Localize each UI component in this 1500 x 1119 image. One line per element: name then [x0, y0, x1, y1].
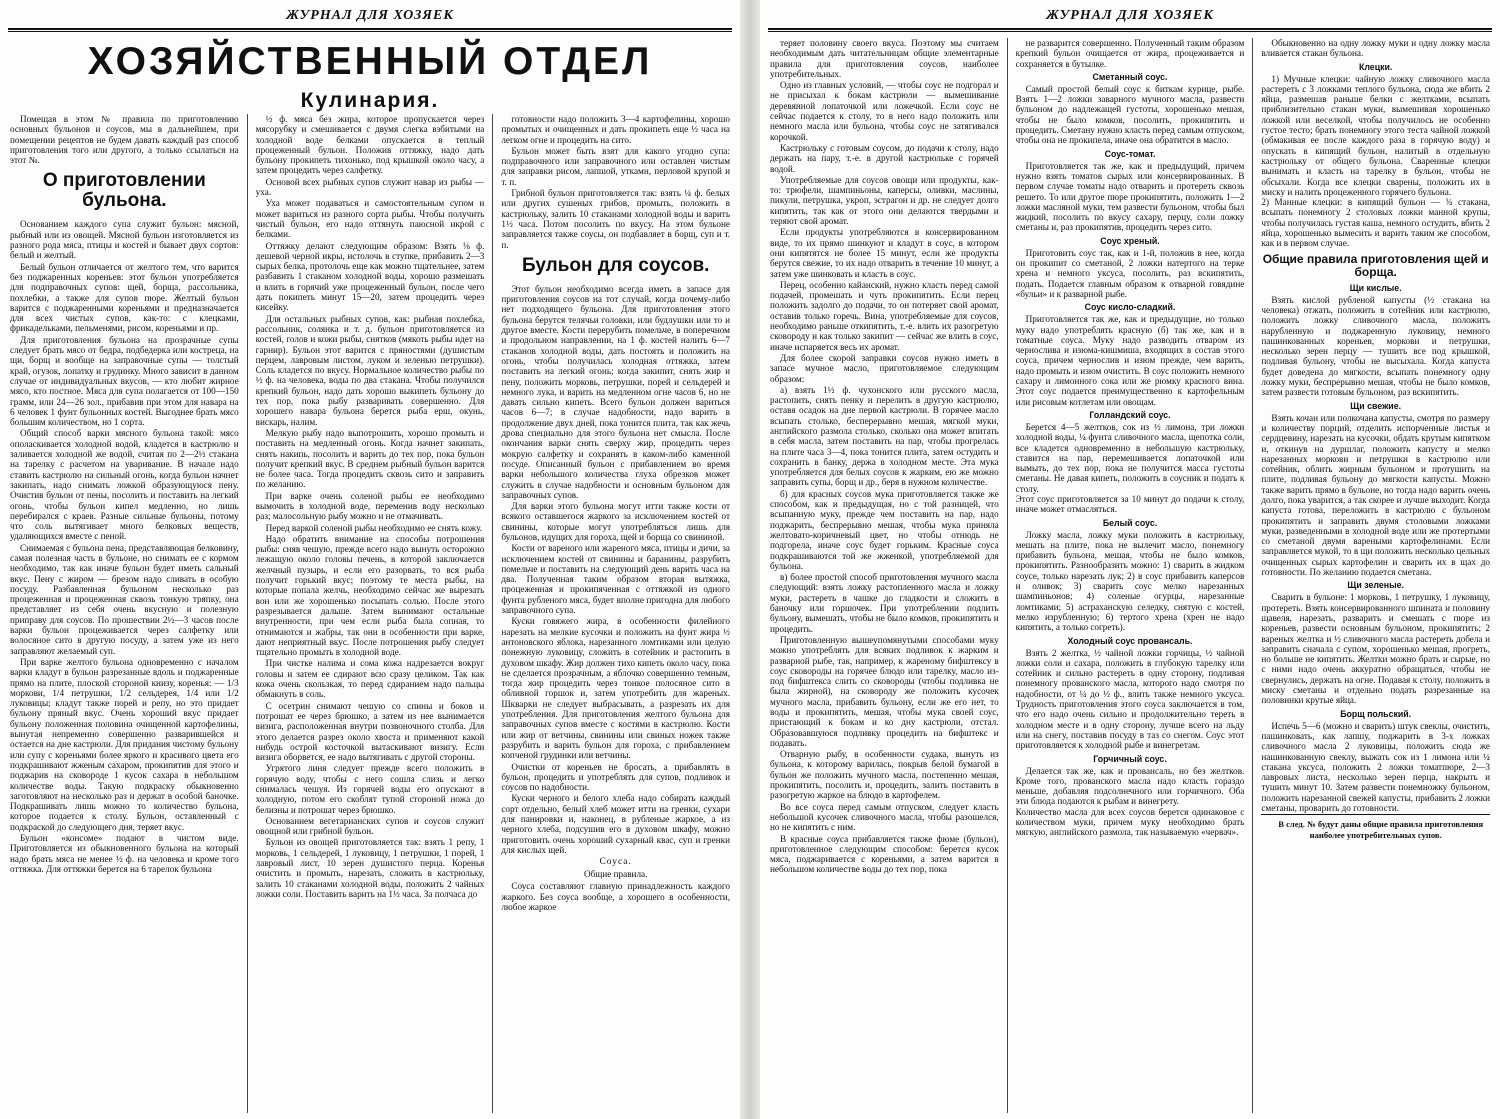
- paragraph: Одно из главных условий, — чтобы соус не подгорал и не присыхал к бокам кастрюли — вымешивание деревянной лопаточкой или ложечкой. Если соус не сейчас подается к столу, то в него надо положить или немного масла или бульона, чтобы соус не затягивался корочкой.: [770, 80, 999, 142]
- paragraph: Для остальных рыбных супов, как: рыбная похлебка, рассольник, солянка и т. д. бульон приготовляется из костей, голов и кожи рыбы, снятков (мякоть рыбы идет на гарнир). Бульон этот варится с пряностями (душистым перцем, лавровым листом, луком и зеленью петрушки). Соль кладется по вкусу. Нормальное количество рыбы по ½ ф. на человека, воды по два стакана. Чтобы получился крепкий бульон, надо дать хорошо выкипеть бульону до тех пор, пока рыбу разваривать совершенно. Для хорошего навара бульона берется рыба ерш, окунь, вискарь, налим.: [255, 313, 485, 427]
- intro-paragraph: не разварится совершенно. Полученный таким образом крепкий бульон очищается от жира, процеживается и сохраняется в бутылке.: [1015, 38, 1245, 69]
- paragraph: Оттяжку делают следующим образом: Взять ⅛ ф. дешевой черной икры, истолочь в ступке, прибавить 2—3 сырых белка, протолочь еще как можно тщательнее, затем разбавить 1 стаканом холодной воды, хорошо размешать и влить в горячий уже процеженный бульон, после чего дать покипеть минут 15—20, затем процедить через кисейку.: [255, 240, 485, 313]
- paragraph: Перец, особенно кайанский, нужно класть перед самой подачей, промешать и чуть прокипятить. Если перец положить задолго до подачи, то он потеряет свой аромат, оставив только горечь. Вина, употребляемые для соусов, необходимо раньше откипятить, т.-е. влить их разогретую сковороду и как только закипит — сейчас же влить в соус, иначе испаряется весь их аромат.: [770, 279, 999, 352]
- paragraph: При варке очень соленой рыбы ее необходимо вымочить в холодной воде, переменив воду несколько раз; малосольную рыбу можно и не отмачивать.: [255, 490, 485, 522]
- recipe-title: Белый соус.: [1102, 517, 1158, 528]
- paragraph: Куски черного и белого хлеба надо собирать каждый сорт отдельно, белый хлеб может итти на гренки, сухари для панировки и, наконец, в рубленые жаркое, а из черного хлеба, подсушив его в духовом шкафу, можно приготовить очень хороший сухарный квас, суп и гренки для кислых щей.: [501, 793, 730, 855]
- column-divider: [1007, 38, 1008, 1113]
- recipe-text: Приготовляется так же, как и предыдущие, но только муку надо употреблять красную (б) так же, как и в томатные соуса. Муку надо разводить отваром из чернослива и изюма-кишмиша, входящих в состав этого соуса, причем чернослив и изюм прежде, чем варить, надо промыть и изюм очистить. В соус положить немного сахару и лимонного сока или же рюмку красного вина. Этот соус подается преимущественно к картофельным или рисовым котлетам или овощам.: [1015, 314, 1245, 407]
- column-divider: [492, 114, 493, 1113]
- header-rule: [8, 28, 732, 32]
- paragraph: Бульон из овощей приготовляется так: взять 1 репу, 1 морковь, 1 сельдерей, 1 луковицу, 1 петрушки, 1 порей, 1 лавровый лист, 10 зерен душистого перца. Коренья очистить и промыть, нарезать, сложить в кастрюльку, залить 10 стаканами холодной воды, положить 2 чайных ложки соли. Поставить варить на 1½ часа. За полчаса до: [255, 837, 485, 899]
- paragraph: Белый бульон отличается от желтого тем, что варится без поджаренных кореньев: этот бульон употребляется для подправочных супов: щей, борща, рассольника, похлебки, а также для супов пюре. Желтый бульон варится с поджаренными кореньями и предназначается для всех чистых супов, как-то: с клецками, фрикадельками, пельменями, рисом, кореньями и пр.: [10, 261, 239, 334]
- recipe-title: Сметанный соус.: [1092, 71, 1168, 82]
- recipe-title: Клецки.: [1358, 61, 1393, 72]
- paragraph: в) более простой способ приготовления мучного масла следующий: взять ложку растопленного масла и ложку муки, растереть в чашке до гладкости и сложить в баночку или горшочек. При употреблении подлить бульону, вымешать, чтобы не было комков, прокипятить и процедить.: [770, 572, 999, 634]
- paragraph: Куски говяжего жира, в особенности филейного нарезать на мелкие кусочки и положить на фунт жира ½ антоновского яблока, нарезанного ломтиками или целую понежную луковицу, сложить в сотейник и растопить в духовом шкафу. Жир должен тихо кипеть около часу, пока не сделается прозрачным, а яблочко совершенно темным, тогда жир процедить через тонкое полосяное сито в обливной горшок и, затем употребить для жареных. Шкварки не следует выбрасывать, а разрезать их для употребления. Для приготовления желтого бульона для заправочных супов вместе с костями в кастрюлю. Кости или жир от ветчины, свинины или свиных ножек также разрубить и варить бульон для гороха, с прибавлением копченой грудинки или ветчины.: [501, 616, 730, 761]
- paragraph: Основанием вегетарианских супов и соусов служит овощной или грибной бульон.: [255, 815, 485, 837]
- paragraph: теряет половину своего вкуса. Поэтому мы считаем необходимым дать читательницам общие элементарные правила для приготовления соусов, наиболее употребительных.: [770, 38, 999, 79]
- paragraph: При чистке налима и сома кожа надрезается вокруг головы и затем ее сдирают всю сразу целиком. Так как кожа очень скользкая, то перед сдиранием надо пальцы обмакнуть в соль.: [255, 658, 485, 700]
- paragraph: Основанием каждого супа служит бульон: мясной, рыбный или из овощей. Мясной бульон изготовляется из разного рода мяса, птицы и костей и бывает двух сортов: белый и желтый.: [10, 219, 239, 261]
- left-column-1: [10, 114, 239, 1113]
- paragraph: ½ ф. мяса без жира, которое пропускается через мясорубку и смешивается с двумя слегка взбитыми на холодной воде белками опускается в теплый процеженный бульон. Положив оттяжку, надо дать бульону прокипеть тихонько, под крышкой около часу, а затем процедить через салфетку.: [255, 114, 485, 176]
- recipe-text: Делается так же, как и провансаль, но без желтков. Кроме того, прованского масла надо класть гораздо меньше, добавляя подсолнечного или горчичного. Оба эти блюда подаются к рыбам и винегрету. Количество масла для всех соусов берется одинаковое с количеством муки, причем муку необходимо брать мягкую, английского размола, так называемую «червач».: [1015, 765, 1245, 838]
- paragraph-list: [770, 38, 999, 875]
- paragraph: а) взять 1½ ф. чухонского или русского масла, растопить, снять пенку и перелить в другую кастрюлю, оставя осадок на дне первой кастрюли. В горячее масло всыпать столько, бесперерывно мешая, мягкой муки, английского размола столько, сколько она может впитать в себя масла, затем поставить на пар, чтобы прогрелась на плите часа 3—4, пока тонится плита, затем остудить и сохранить в банку, держа в холодном месте. Эта мука употребляется для белых соусов к жарким, ею же можно заправить супы, борщ и др., беря в нужном количестве.: [770, 384, 999, 488]
- paragraph: Бульон может быть взят для какого угодно супа: подправочного или заправочного или оставлен чистым для заправки рисом, лапшой, уткамн, перловой крупой и т. п.: [501, 145, 730, 187]
- recipe-text: Взять кислой рубленой капусты (½ стакана на человека) отжать, положить в сотейник или кастрюлю, положить ложку сливочного масла, положить нарубленную и поджаренную луковицу, немного пашинкованных кореньев, моркови и петрушки, несколько зерен перцу — тушить все под крышкой, подливая бульону, чтобы не высыхала. Когда капуста будет доведена до мягкости, всыпать понемногу одну ложку муки, беспрерывно мешая, чтобы не было комков, затем развести готовым бульоном, раз вскипятить.: [1261, 294, 1491, 398]
- section-subtitle: Кулинария.: [300, 89, 440, 112]
- intro-paragraph: Обыкновенно на одну ложку муки и одну ложку масла вливается стакан бульона.: [1261, 38, 1491, 59]
- article-heading: Общие правила приготовления щей и борща.: [1262, 251, 1489, 279]
- recipe-text: Взять кочан или полкочана капусты, смотря по размеру и количеству порций, отделить испорченные листья и сердцевину, нарезать на кусочки, обдать крутым кипятком и, откинув на дуршлаг, положить капусту и мелко нарезанных моркови и петрушки в кастрюлю или сотейник, облить жирным бульоном и протушить на плите, подливая бульону до мягкости капусты. Можно также варить прямо в бульоне, но тогда надо варить очень долго, пока уварится, а так скорее и лучше выходит. Когда капуста готова, переложить в кастрюлю с бульоном прокипятить и заправить двумя столовыми ложками муки, разведенными в холодной воде или же протертыми со сметаной двумя вареными картофелинами. Если заправляется мукой, то в щи положить несколько цельных очищенных сырых картофелин и сварить их в щах до готовности. По желанию подается сметана.: [1261, 412, 1491, 578]
- paragraph: Этот бульон необходимо всегда иметь в запасе для приготовления соусов на тот случай, когда почему-либо нет подходящего бульона. Для приготовления этого бульона берутся телячьи головки, или будлушки или то и другое вместе. Кости перерубить помельче, в поперечном и продольном направлении, на 1 ф. костей налить 6—7 стаканов холодной воды, дать постоять и положить на огонь, чтобы получилась холодная оттяжка, затем поставить на легкий огонь; когда закипит, снять жир и пену, положить морковь, петрушки, порей и сельдерей и немного лука, и варить на медленном огне часов 6, но не давать сильно кипеть. Всего бульон должен вариться часов 6—7; в случае надобности, надо варить в продолжение двух дней, пока тонится плита, так как жечь дрова специально для этого бульона нет смысла. После окончания варки снять сверху жир, процедить через мокрую салфетку и сохранять в каком-либо каменной посуде. Описанный бульон с прибавлением во время варки небольшого количества глуха обрезков может служить в случае надобности и основным бульоном для заправочных супов.: [501, 283, 730, 500]
- right-column-2: [1016, 38, 1245, 1113]
- paragraph: б) для красных соусов мука приготовляется также же способом, как и предыдущая, но с той разницей, что всыпанную муку, прежде чем поставить на пар, надо поджарить, беспрерывно мешая, чтобы мука приняла желтовато-коричневый цвет, но чтобы отнюдь не подгорела, иначе соус будет горьким. Красные соуса подкрашиваются той же жженкой, употребляемой для бульона.: [770, 488, 999, 571]
- section-masthead: [10, 40, 730, 114]
- paragraph: Снимаемая с бульона пена, представляющая белковину, самая полезная часть в бульоне, но снимать ее с кормом необходимо, так как иначе бульон будет иметь сальный вкус. Пену с жиром — брезом надо сливать в особую посуду. Разбавленная бульоном несколько раз процеженная и процеженная сквозь тонкую тряпку, она представляет из себя очень вкусную и полезную приправу для соусов. По прошествии 2½—3 часов после варки бульон процеживается через салфетку или волосяное сито в другую посуду, а затем уже из него заправляют желаемый суп.: [10, 542, 239, 656]
- recipe-text: Испечь 5—6 (можно и сварить) штук свеклы, очистить, пашинковать, как лапшу, поджарить в 3-х ложках сливочного масла 2 луковицы, положить сюда же нашинкованную свеклу, выжать сок из 1 лимона или ¼ стакана уксуса, положить 2 ложки томатпюре, 2—3 лавровых листа, несколько зерен перца, накрыть и тушить минут 10. Затем развести понемножку бульоном, положить нарезанной свежей капусты, прибавить 2 ложки сметаны, проварить до готовности.: [1261, 720, 1491, 813]
- recipe-section-list: [1261, 62, 1490, 249]
- subsection-subheading: Общие правила.: [583, 869, 648, 880]
- paragraph: Употребляемые для соусов овощи или продукты, как-то: трюфели, шампиньоны, каперсы, оливки, маслины, пикули, петрушка, укроп, эстрагон и др. не следует долго кипятить, так как от этого они делаются твердыми и теряют свой аромат.: [770, 174, 999, 227]
- paragraph-list: [501, 114, 730, 250]
- article-heading: О приготовлении бульона.: [42, 170, 206, 212]
- next-issue-note: В след. № будут даны общие правила приготовления наиболее употребительных супов.: [1261, 814, 1490, 840]
- recipe-title: Соус кисло-сладкий.: [1084, 302, 1176, 313]
- paragraph: Приготовленную вышеупомянутыми способами муку можно употреблять для всяких подливок к жарким и разварной рыбе, так, например, к жареному бифштексу в соус сковороды на горячее блюдо или тарелку, масло из-под бифштекса слить со сковороды (чтобы подливка не была жирной), на сковороду же положить кусочек мучного масла, прибавить бульону, если же его нет, то воды и прокипятить, мешая, чтобы мука своей соус, пристающий к бокам и ко дну кастрюли, отстал. Образовавшуюся подливку процедить на бифштекс и подавать.: [770, 634, 999, 748]
- paragraph: Если продукты употребляются в консервированном виде, то их прямо шинкуют и кладут в соус, в котором они кипятятся не более 15 минут, если же продукты берутся свежие, то их надо отварить в течение 10 минут, а затем уже шинковать и класть в соус.: [770, 227, 999, 279]
- recipe-title: Щи кислые.: [1349, 282, 1402, 293]
- paragraph: Отварную рыбу, в особенности судака, вынуть из бульона, к которому варилась, покрыв белой бумагой в бульон же положить мучного масла, постепенно мешая, прокипятить, посолить и, процедить, залить поставить в разогретую жаркое на блюдо в картофелем.: [770, 749, 999, 801]
- recipe-text: Сварить в бульоне: 1 морковь, 1 петрушку, 1 луковицу, протереть. Взять консервированного шпината и половину щавеля, нарезать, разварить и смешать с пюре из кореньев, развести основным бульоном, прокипятить; 2 вареных желтка и ½ сливочного масла растереть добела и заправить сначала с супом, хорошенько мешая, прогреть, но больше не кипятить. Желтки можно брать и сырые, но с ними надо очень аккуратно обращаться, чтобы не свернулись, держать на огне. Подавая к столу, положить в миску сметаны и отдельно подать разрезанные на половинки крутые яйца.: [1261, 592, 1491, 706]
- paragraph: Для приготовления бульона на прозрачные супы следует брать мясо от бедра, подбедерка или костреца, на щи, борщ и вообще на заправочные супы — толстый край, огузок, лопатку и грудинку. Много зависит в данном случае от индивидуальных вкусов, — кто любит жирное мясо, кто постное. Мяса для супа полагается от 100—150 грамм, или 24—26 зол., прибавив при этом для навара на 6 человек 1 фунт бульонных костей. Выгоднее брать мясо большим количеством, но 1 сорта.: [10, 334, 239, 428]
- recipe-title: Соус хреный.: [1100, 235, 1160, 246]
- right-column-3: [1261, 38, 1490, 1113]
- right-column-1: [770, 38, 999, 1113]
- paragraph: Общий способ варки мясного бульона такой: мясо ополаскивается холодной водой, кладется в кастрюлю и заливается холодной же водой, считая по 2—2½ стакана на тарелку с расчетом на уваривание. В начале надо ставить кастрюлю на сильный огонь, когда бульон начнет закипать, надо снимать ложкой образующуюся пену. Очистив бульон от пены, посолить и поставить на легкий огонь, чтобы бульон кипел медленно, но лишь перебирался с краев. Разные сильные бульоны, потому что соль вытягивает много белковых веществ, удаляющихся вместе с пеной.: [10, 428, 239, 542]
- paragraph: готовности надо положить 3—4 картофелины, хорошо промытых и очищенных и дать прокипеть еще ½ часа на легком огне и процедить на сито.: [501, 114, 730, 145]
- paragraph: Соуса составляют главную принадлежность каждого жаркого. Без соуса вообще, а хорошего в особенности, любое жаркое: [501, 881, 730, 913]
- paragraph: Бульон «консоме» подают в чистом виде. Приготовляется из обыкновенного бульона на который надо брать мяса не менее ½ ф. на человека и кроме того оттяжка. Для оттяжки берется на 6 тарелок бульона: [10, 833, 239, 874]
- paragraph: Уха может подаваться и самостоятельным супом и может вариться из разного сорта рыбы. Чтобы получить чистый бульон, его надо оттянуть паюсной икрой с белками.: [255, 198, 485, 240]
- paragraph: Мелкую рыбу надо выпотрошить, хорошо промыть и поставить на медленный огонь. Когда начнет закипать, снять накипь, посолить и варить до тех пор, пока бульон получит крепкий вкус. В среднем рыбный бульон варится не более часа. Тогда процедить сквозь сито и заправить по желанию.: [255, 427, 485, 490]
- paragraph: Для более скорой заправки соусов нужно иметь в запасе мучное масло, приготовляемое следующим образом:: [770, 352, 999, 384]
- paragraph: Кости от вареного или жареного мяса, птицы и дичи, за исключением костей от свинины и баранины, разрубить помельче и поставить на следующий день варить часа на два. Полученная таким образом вторая вытяжка, процеженная и прокипяченная с оттяжкой из одного фунта рубленого мяса, будет вполне пригодна для любого заправочного супа.: [501, 543, 730, 616]
- recipe-text: Самый простой белый соус к биткам курице, рыбе. Взять 1—2 ложки заварного мучного масла, развести бульоном до надлежащей густоты, хорошенько мешая, чтобы не было комков, посолить, прокипятить и процедить. Сметану нужно класть перед самым отпуском, чтобы она не прокипела, иначе она обратится в масло.: [1015, 83, 1245, 146]
- paragraph-list: [256, 114, 485, 899]
- intro-paragraph: Помещая в этом № правила по приготовлению основных бульонов и соусов, мы в дальнейшем, при помещении рецептов не будем давать каждый раз способ приготовления того или другого, а только ссылаться на этот №.: [10, 114, 239, 166]
- paragraph: Во все соуса перед самым отпуском, следует класть небольшой кусочек сливочного масла, чтобы разошелся, но не кипятить с ним.: [770, 801, 999, 833]
- left-page: [0, 0, 740, 1119]
- paragraph: Основой всех рыбных супов служит навар из рыбы — уха.: [255, 176, 485, 198]
- left-column-3: [501, 114, 730, 1113]
- paragraph: В красные соуса прибавляется также фюме (бульон), приготовленное следующим способом: берется кусок мяса, поджаривается с кореньями, а затем варится в небольшом количестве воды до тех пор, пока: [770, 833, 999, 875]
- header-rule: [768, 28, 1492, 32]
- right-page: [760, 0, 1500, 1119]
- recipe-title: Соус-томат.: [1104, 148, 1156, 159]
- recipe-title: Щи зеленые.: [1347, 580, 1404, 591]
- paragraph: Кастрюльку с готовым соусом, до подачи к столу, надо держать на пару, т.-е. в другой кастрюльке с горячей водой.: [770, 142, 999, 174]
- running-head-left: ЖУРНАЛ ДЛЯ ХОЗЯЕК: [286, 8, 454, 23]
- recipe-text: Приготовить соус так, как и 1-й, положив в нее, когда он прокипит со сметаной, 2 ложки натертого на терке хрена и немного уксуса, посолить, раз вскипятить, подать. Подается главным образом к отварной говядине «бульи» и к разварной рыбе.: [1015, 247, 1245, 299]
- paragraph: Для варки этого бульона могут итти также кости от всякого оставшегося жаркого за исключением костей от свинины, которые могут употребляться лишь для бульонов, идущих для гороха, щей и борща со свининой.: [501, 501, 730, 542]
- section-title: ХОЗЯЙСТВЕННЫЙ ОТДЕЛ: [87, 40, 653, 83]
- recipe-title: Холодный соус провансаль.: [1067, 635, 1193, 646]
- paragraph-list: [501, 284, 730, 855]
- paragraph: С осетрин снимают чешую со спины и боков и потрошат ее через брюшко, а затем из нее вынимается визига, расположенная внутри позвоночного столба. Для этого делается разрез около хвоста и применяют какой нибудь острой косточкой вытаскивают визигу. Если визига оборвется, ее надо вытягивать с другой стороны.: [255, 700, 485, 763]
- column-divider: [247, 114, 248, 1113]
- running-head-right: ЖУРНАЛ ДЛЯ ХОЗЯЕК: [1046, 8, 1214, 23]
- left-column-2: [256, 114, 485, 1113]
- recipe-section-list: [1016, 72, 1245, 838]
- paragraph: Перед варкой соленой рыбы необходимо ее снять кожу.: [265, 522, 483, 533]
- recipe-title: Щи свежие.: [1350, 400, 1402, 411]
- recipe-text: Взять 2 желтка, ½ чайной ложки горчицы, ½ чайной ложки соли и сахара, положить в глубокую тарелку или сотейник и сильно растереть в одну сторону, подливая понемногу прованского масла, которого надо смотря по надобности, от ¼ до ½ ф., влить также немного уксуса. Трудность приготовления этого соуса заключается в том, что его надо очень сильно и продолжительно тереть в холодном месте и в одну сторону, лучше всего на льду или на снегу, поставив посуду в таз со снегом. Соус этот приготовляется к холодной рыбе и винегретам.: [1015, 647, 1245, 751]
- subsection-heading: Соуса.: [599, 857, 632, 868]
- recipe-title: Горчичный соус.: [1093, 753, 1167, 764]
- book-gutter: [740, 0, 760, 1119]
- paragraph: Надо обратить внимание на способы потрошения рыбы: сняв чешую, прежде всего надо вынуть осторожно лежащую около головы печень, в которой заключается желчный пузырь, и если его разорвать, то вся рыба получит горький вкус; поэтому те места рыбы, на которые попала желчь, необходимо сейчас же вырезать вон или же хорошенько посыпать солью. После этого разрезывается дальше. Затем вынимают остальные внутренности, при чем если рыба была сопная, то отнимаются и жабры, так они в особенности при варке, дают неприятный вкус. После потрошения рыбу следует тщательно промыть в холодной воде.: [255, 533, 485, 658]
- recipe-text: Ложку масла, ложку муки положить в кастрюльку, мешать на плите, пока не вылечит масло, понемногу прибавить бульона, мешая, чтобы не было комков, прокипятить. Разнообразить можно: 1) сварить в жидком соусе, только нарезать лук; 2) в соус прибавить каперсов и оливок; 3) сварить соус мелко нарезанных шампиньонов; 4) соленые огурцы, нарезанные ломтиками; 5) астраханскую селедку, снятую с костей, мелко изрубленную; 6) тертого хрена (хрен не надо кипятить, а только согреть).: [1015, 529, 1245, 633]
- recipe-text: Приготовляется так же, как и предыдущий, причем нужно взять томатов сырых или консервированных. В первом случае томаты надо отварить и протереть сквозь решето. То или другое пюре прокипятить, положить 1—2 ложки масляной муки, тем развести бульоном, чтобы был жидкий, посолить по вкусу сахару, перцу, соли ложку сметаны и, раз прокипятив, процедить через сито.: [1015, 160, 1245, 233]
- paragraph: Угрятого линя следует прежде всего положить в горячую воду, чтобы с него сошла слизь и легко снималась чешуя. Из горячей воды его опускают в холодную, потом его скоблят тупой стороной ножа до белизны и потрошат через брюшко.: [255, 763, 485, 815]
- recipe-title: Борщ польский.: [1340, 708, 1412, 719]
- paragraph: Грибной бульон приготовляется так: взять ¼ ф. белых или других сушеных грибов, промыть, положить в кастрюльку, залить 10 стаканами холодной воды и варить 1½ часа. Потом посолить по вкусу. На этом бульоне заправляется также соусы, он подбавляет в борщ, суп и т. п.: [501, 188, 730, 250]
- paragraph: Очистки от кореньев не бросать, а прибавлять в бульон, процедить и употреблять для супов, подливок и соусов по надобности.: [501, 761, 730, 793]
- column-divider: [1252, 38, 1253, 1113]
- paragraph: При варке желтого бульона одновременно с началом варки кладут в бульон разрезанные вдоль и поджаренные прямо на плите, плоской стороной книзу, коренья: — 1/3 моркови, 1/4 петрушки, 1/2 сельдерея, 1/4 или 1/2 луковицы; кладут также порей и репу, но это придает бульону пряный вкус. Очень хороший вкус придает бульону положенная половина очищенной картофелины, вынутая непременно совершенно разварившейся и остается на дне кастрюли. Для придания чистому бульону или супу с кореньями более яркого и красивого цвета его подкрашивают жженым сахаром, прокипятив для этого и поджарив на сковороде 1 кусок сахара в небольшом количестве воды. Такую подкраску обыкновенно заготовляют на несколько раз и держат в особой баночке. Подкрашивать лишь можно то количество бульона, которое подается к столу. Бульон, оставленный с подкраской до следующего дня, теряет вкус.: [10, 656, 239, 832]
- article-heading: Бульон для соусов.: [521, 254, 710, 276]
- recipe-section-list: [1261, 283, 1490, 814]
- recipe-title: Голландский соус.: [1089, 409, 1171, 420]
- paragraph-list: [10, 219, 239, 874]
- recipe-text: 1) Мучные клецки: чайную ложку сливочного масла растереть с 3 ложками теплого бульона, сюда же вбить 2 яйца, размешав раньше белки с желтками, всыпать приблизительно стакан муки, вымешивая хорошенько ложкой или веселкой, чтобы получилось не особенно густое тесто; брать понемногу этого теста чайной ложкой (обмакивая ее после каждого раза в горячую воду) и опускать в кипящий бульон, налитый в отдельную кастрюльку от общего бульона. Сваренные клецки вынимать и класть на тарелку в бульон, чтобы не обсыхали. Когда все клецки сварены, положить их в миску и налить процеженного горячего бульона. 2) Манные клецки: в кипящий бульон — ¾ стакана, всыпать понемногу 2 столовых ложки манной крупы, чтобы получилась густая каша, немного остудить, вбить 2 яйца, хорошенько вымесить и варить таким же способом, как и в первом случае.: [1261, 73, 1491, 249]
- recipe-text: Берется 4—5 желтков, сок из ½ лимона, три ложки холодной воды, ¼ фунта сливочного масла, щепотка соли, все кладется одновременно в небольшую кастрюльку, ставится на пар, перемешивается лопаточкой или вымыть, до тех пор, пока не получится масса густоты сметаны. Не давая кипеть, положить в соусник и подать к столу. Этот соус приготовляется за 10 минут до подачи к столу, иначе может отмасляться.: [1015, 421, 1245, 515]
